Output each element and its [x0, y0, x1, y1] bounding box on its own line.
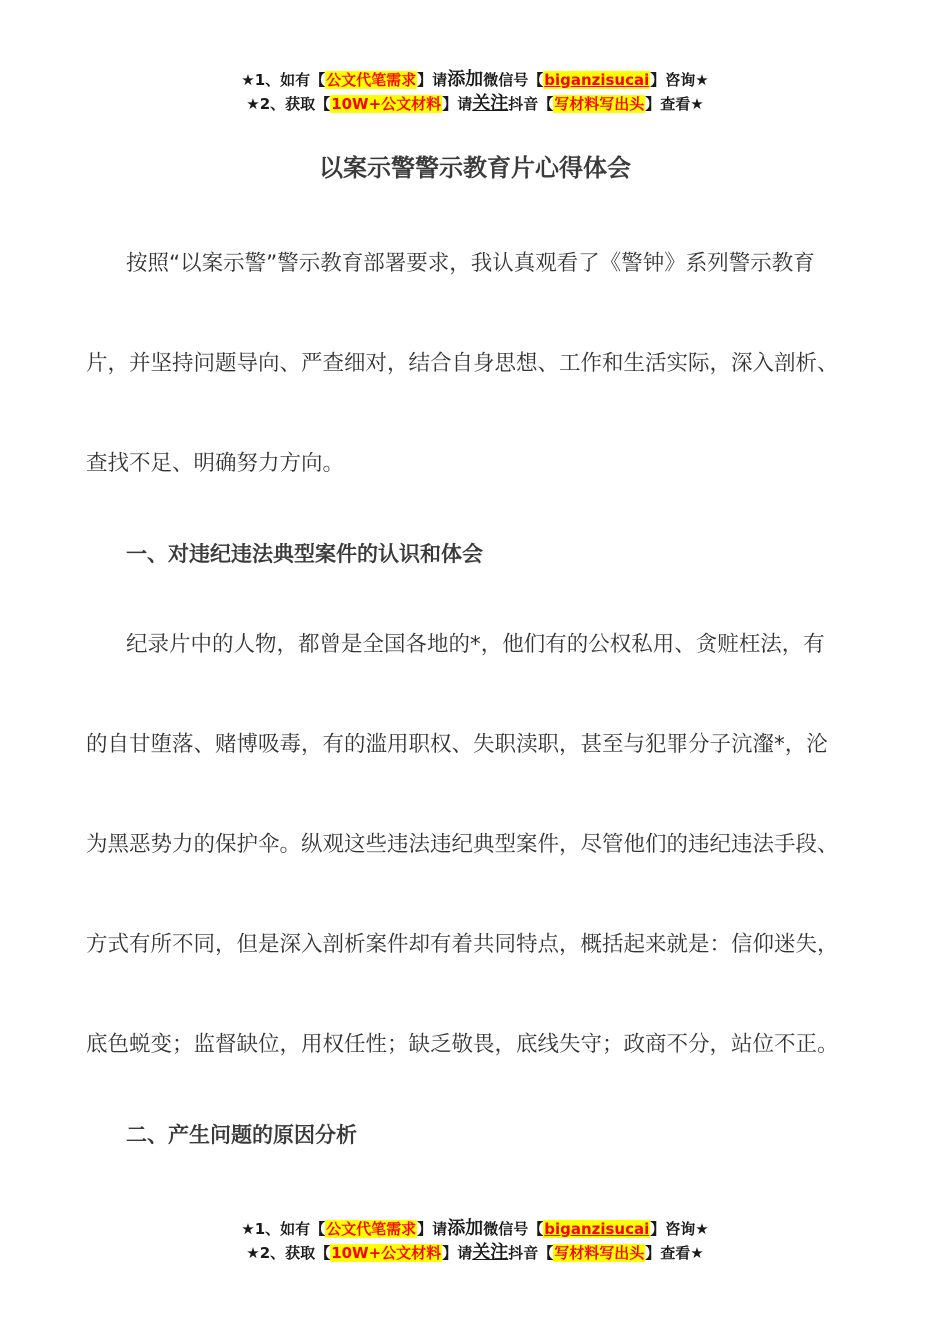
paragraph-line: 底色蜕变；监督缺位，用权任性；缺乏敬畏，底线失守；政商不分，站位不正。 [86, 1032, 839, 1057]
banner-emphasis: 关注 [472, 93, 509, 114]
section-1-paragraph [86, 595, 886, 1095]
bottom-banner [0, 1217, 950, 1265]
top-banner [0, 68, 950, 116]
banner-text: 】咨询★ [650, 1220, 709, 1238]
banner-wechat-id: biganzisucai [544, 71, 650, 89]
banner-text: 抖音【 [508, 1244, 554, 1262]
paragraph-line: 的自甘堕落、赌博吸毒，有的滥用职权、失职渎职，甚至与犯罪分子沆瀣*，沦 [86, 732, 828, 757]
banner-text: 】查看★ [645, 95, 704, 113]
banner-text: ★2、获取【 [246, 95, 331, 113]
banner-line-2 [0, 92, 950, 116]
banner-text: ★1、如有【 [241, 1220, 326, 1238]
banner-highlight: 公文代笔需求 [326, 71, 417, 89]
banner-text: ★1、如有【 [241, 71, 326, 89]
banner-text: ★2、获取【 [246, 1244, 331, 1262]
paragraph-line: 为黑恶势力的保护伞。纵观这些违法违纪典型案件，尽管他们的违纪违法手段、 [86, 832, 839, 857]
banner-emphasis: 添加 [447, 1218, 484, 1239]
paragraph-line: 纪录片中的人物，都曾是全国各地的*，他们有的公权私用、贪赃枉法，有 [126, 632, 825, 657]
banner-text: 】请 [442, 1244, 473, 1262]
banner-douyin-id: 写材料写出头 [554, 95, 645, 113]
banner-highlight: 10W+公文材料 [331, 1244, 442, 1262]
banner-wechat-id: biganzisucai [544, 1220, 650, 1238]
banner-text: 】请 [417, 71, 448, 89]
section-2-heading: 二、产生问题的原因分析 [126, 1123, 357, 1147]
banner-text: 】请 [417, 1220, 448, 1238]
banner-text: 抖音【 [508, 95, 554, 113]
paragraph-line: 方式有所不同，但是深入剖析案件却有着共同特点，概括起来就是：信仰迷失， [86, 932, 839, 957]
paragraph-line: 按照“以案示警”警示教育部署要求，我认真观看了《警钟》系列警示教育 [126, 251, 815, 276]
document-title: 以案示警警示教育片心得体会 [319, 154, 631, 182]
banner-text: 】查看★ [645, 1244, 704, 1262]
banner-line-1 [0, 68, 950, 92]
paragraph-line: 查找不足、明确努力方向。 [86, 451, 345, 476]
banner-text: 微信号【 [483, 71, 544, 89]
banner-text: 】咨询★ [650, 71, 709, 89]
banner-highlight: 10W+公文材料 [331, 95, 442, 113]
banner-text: 】请 [442, 95, 473, 113]
banner-line-2 [0, 1241, 950, 1265]
section-1-heading: 一、对违纪违法典型案件的认识和体会 [126, 542, 483, 566]
intro-paragraph [86, 214, 886, 514]
paragraph-line: 片，并坚持问题导向、严查细对，结合自身思想、工作和生活实际，深入剖析、 [86, 351, 839, 376]
banner-emphasis: 关注 [472, 1242, 509, 1263]
banner-text: 微信号【 [483, 1220, 544, 1238]
banner-highlight: 公文代笔需求 [326, 1220, 417, 1238]
banner-emphasis: 添加 [447, 69, 484, 90]
banner-douyin-id: 写材料写出头 [554, 1244, 645, 1262]
banner-line-1 [0, 1217, 950, 1241]
